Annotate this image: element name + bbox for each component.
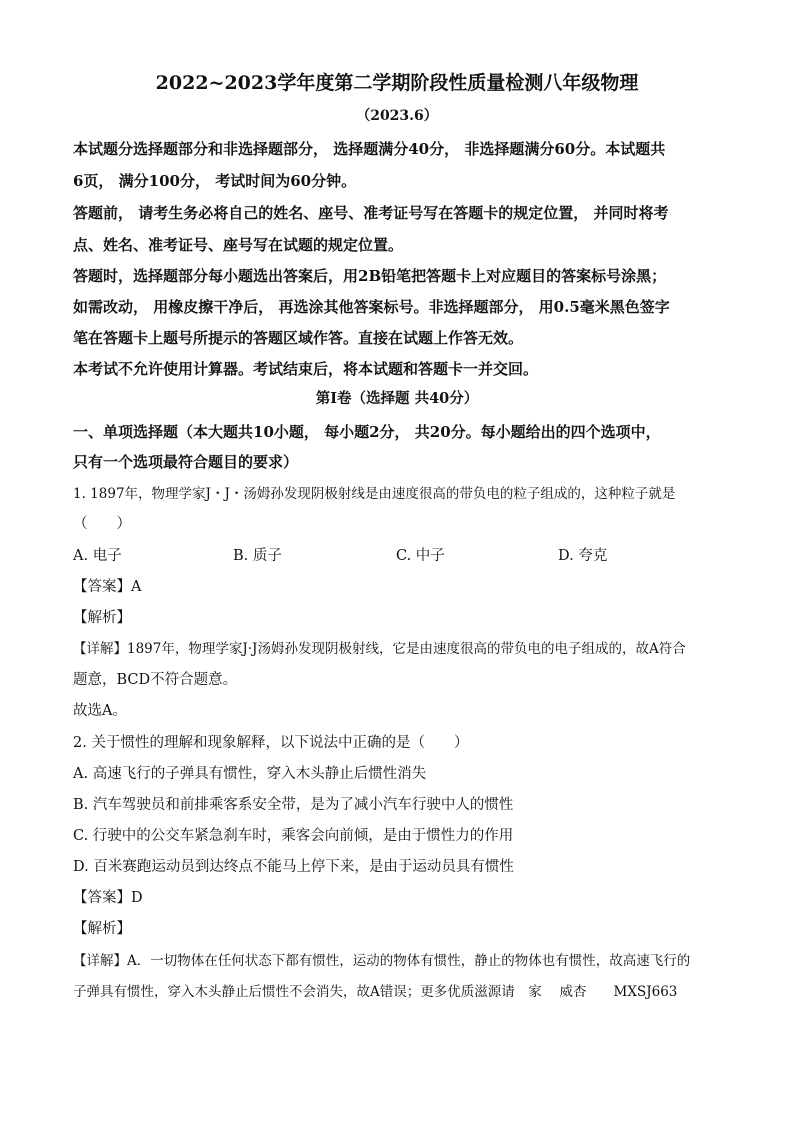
question-1-stem: （ ） [73,516,131,532]
question-2-option-a: A. 高速飞行的子弹具有惯性，穿入木头静止后惯性消失 [73,766,427,782]
question-2-stem: 2. 关于惯性的理解和现象解释，以下说法中正确的是（ ） [73,735,469,751]
question-2-detail: 子弹具有惯性，穿入木头静止后惯性不会消失，故A错误；更多优质滋源请 家 威杏 MXSJ663 [73,984,678,1000]
question-1-analysis-label: 【解析】 [73,610,131,626]
question-2-option-c: C. 行驶中的公交车紧急刹车时，乘客会向前倾，是由于惯性力的作用 [73,828,514,844]
part-heading: 一、单项选择题（本大题共10小题， 每小题2分， 共20分。每小题给出的四个选项中， [73,423,661,441]
instruction-line: 本考试不允许使用计算器。考试结束后，将本试题和答题卡一并交回。 [73,360,539,378]
question-2-answer: 【答案】D [73,890,143,906]
part-heading: 只有一个选项最符合题目的要求） [73,453,299,471]
instruction-line: 笔在答题卡上题号所提示的答题区域作答。直接在试题上作答无效。 [73,329,524,347]
instruction-line: 答题前， 请考生务必将自己的姓名、座号、准考证号写在答题卡的规定位置， 并同时将考 [73,204,669,222]
question-1-option-d: D. 夸克 [558,548,608,564]
exam-date: （2023.6） [356,108,438,124]
page-title: 2022~2023学年度第二学期阶段性质量检测八年级物理 [155,72,639,94]
question-1-detail: 题意，BCD不符合题意。 [73,672,238,688]
instruction-line: 6页， 满分100分， 考试时间为60分钟。 [73,172,357,190]
section-title: 第Ⅰ卷（选择题 共40分） [315,390,479,407]
question-1-answer: 【答案】A [73,579,142,595]
question-2-analysis-label: 【解析】 [73,921,131,937]
question-2-option-b: B. 汽车驾驶员和前排乘客系安全带，是为了减小汽车行驶中人的惯性 [73,797,514,813]
question-2-detail: 【详解】A．一切物体在任何状态下都有惯性，运动的物体有惯性，静止的物体也有惯性，故高速飞行的 [73,953,691,969]
question-1-option-c: C. 中子 [396,548,445,564]
question-1-detail: 【详解】1897年，物理学家J·J汤姆孙发现阴极射线，它是由速度很高的带负电的电子组成的，故A符合 [73,641,686,657]
instruction-line: 如需改动， 用橡皮擦干净后， 再选涂其他答案标号。非选择题部分， 用0.5毫米黑色签字 [73,298,670,316]
question-2-option-d: D. 百米赛跑运动员到达终点不能马上停下来，是由于运动员具有惯性 [73,859,514,875]
instruction-line: 答题时，选择题部分每小题选出答案后，用2B铅笔把答题卡上对应题目的答案标号涂黑； [73,267,667,285]
question-1-option-a: A. 电子 [73,548,122,564]
instruction-line: 点、姓名、准考证号、座号写在试题的规定位置。 [73,236,404,254]
question-1-stem: 1. 1897年，物理学家J・J・汤姆孙发现阴极射线是由速度很高的带负电的粒子组成的，这种粒子就是 [73,486,676,502]
question-1-conclusion: 故选A。 [73,703,127,719]
question-1-option-b: B. 质子 [233,548,282,564]
instruction-line: 本试题分选择题部分和非选择题部分， 选择题满分40分， 非选择题满分60分。本试题共 [73,140,666,158]
